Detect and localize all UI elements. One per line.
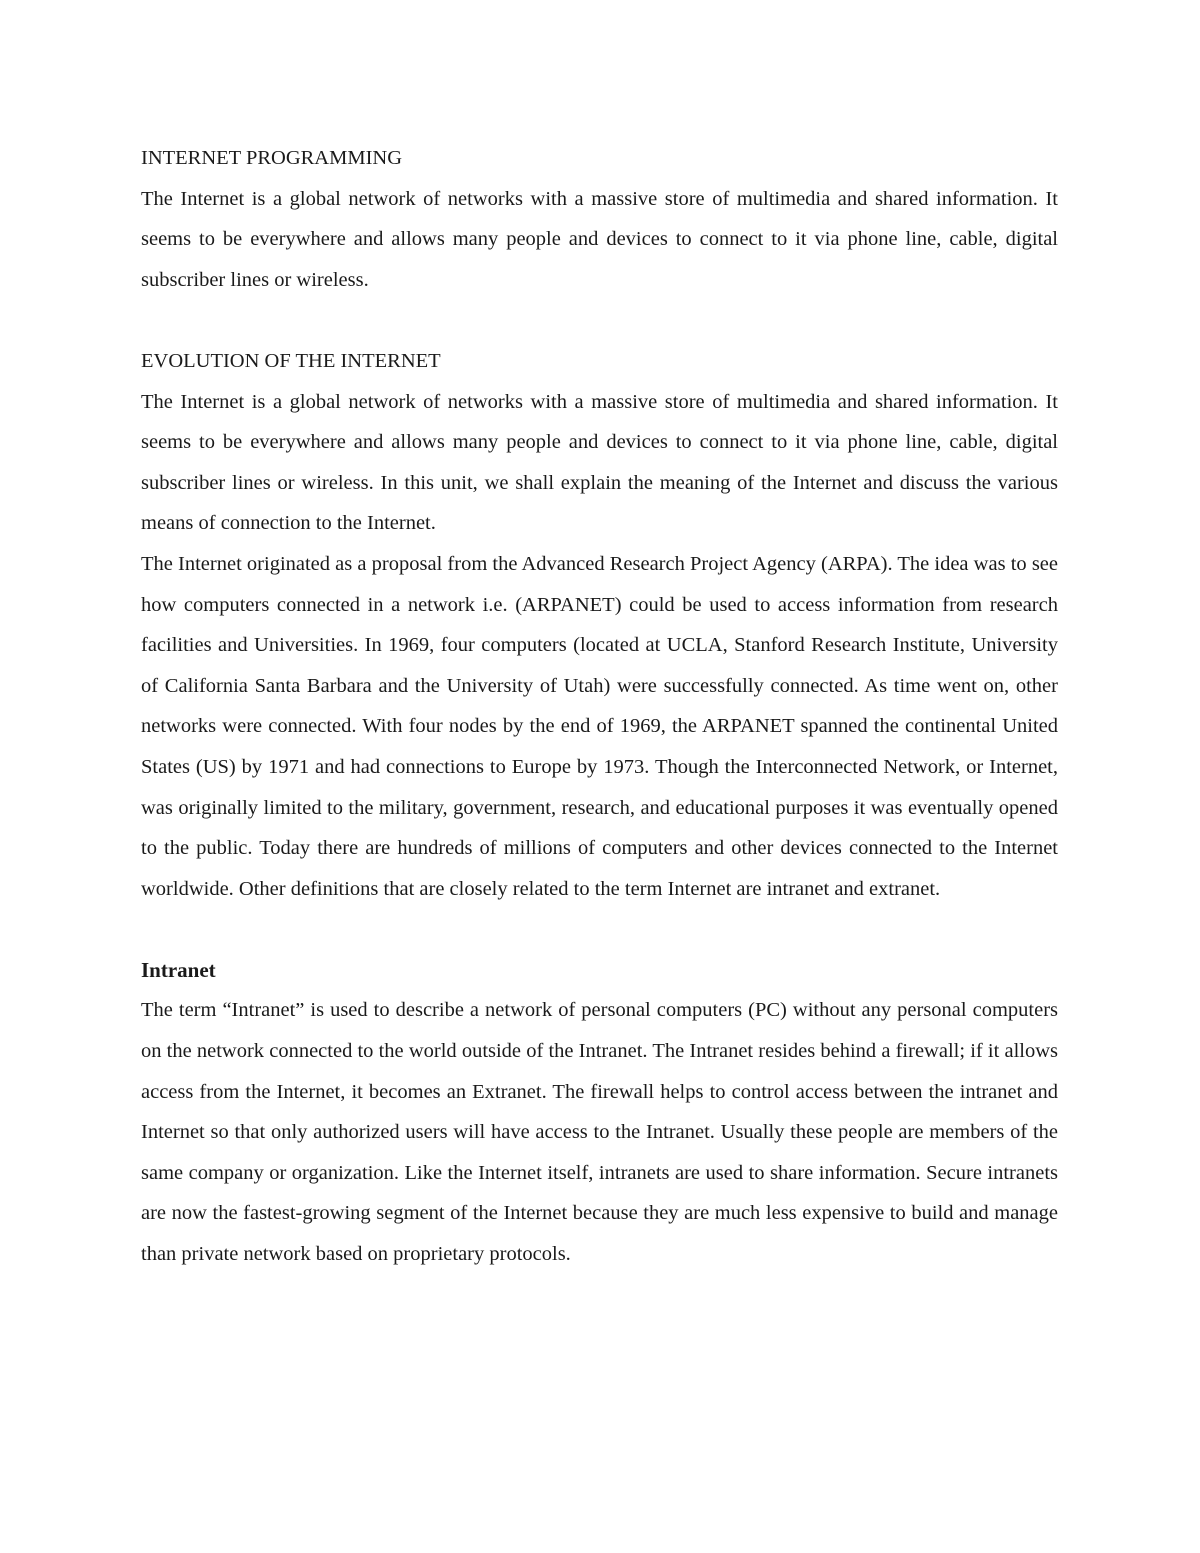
section-heading-intranet: Intranet <box>141 957 216 982</box>
paragraph-evolution-intro: The Internet is a global network of networks with a massive store of multimedia and shared information. It seems to be everywhere and allows many people and devices to connect to it via phone line, cable, digital subscriber lines or wireless. In this unit, we shall explain the meaning of the Internet and discuss the various means of connection to the Internet. <box>141 390 1058 535</box>
paragraph-spacer <box>141 909 1058 950</box>
section-heading-internet-programming: INTERNET PROGRAMMING <box>141 147 403 169</box>
document-body <box>141 138 1058 1275</box>
paragraph-intranet-definition: The term “Intranet” is used to describe a network of personal computers (PC) without any personal computers on the network connected to the world outside of the Intranet. The Intranet resides behind a firewall; if it allows access from the Internet, it becomes an Extranet. The firewall helps to control access between the intranet and Internet so that only authorized users will have access to the Intranet. Usually these people are members of the same company or organization. Like the Internet itself, intranets are used to share information. Secure intranets are now the fastest-growing segment of the Internet because they are much less expensive to build and manage than private network based on proprietary protocols. <box>141 999 1058 1266</box>
paragraph-spacer <box>141 300 1058 341</box>
paragraph-internet-intro: The Internet is a global network of networks with a massive store of multimedia and shared information. It seems to be everywhere and allows many people and devices to connect to it via phone line, cable, digital subscriber lines or wireless. <box>141 187 1058 291</box>
paragraph-arpanet-history: The Internet originated as a proposal from the Advanced Research Project Agency (ARPA). The idea was to see how computers connected in a network i.e. (ARPANET) could be used to access information from research facilities and Universities. In 1969, four computers (located at UCLA, Stanford Research Institute, University of California Santa Barbara and the University of Utah) were successfully connected. As time went on, other networks were connected. With four nodes by the end of 1969, the ARPANET spanned the continental United States (US) by 1971 and had connections to Europe by 1973. Though the Interconnected Network, or Internet, was originally limited to the military, government, research, and educational purposes it was eventually opened to the public. Today there are hundreds of millions of computers and other devices connected to the Internet worldwide. Other definitions that are closely related to the term Internet are intranet and extranet. <box>141 552 1058 900</box>
section-heading-evolution: EVOLUTION OF THE INTERNET <box>141 349 441 372</box>
